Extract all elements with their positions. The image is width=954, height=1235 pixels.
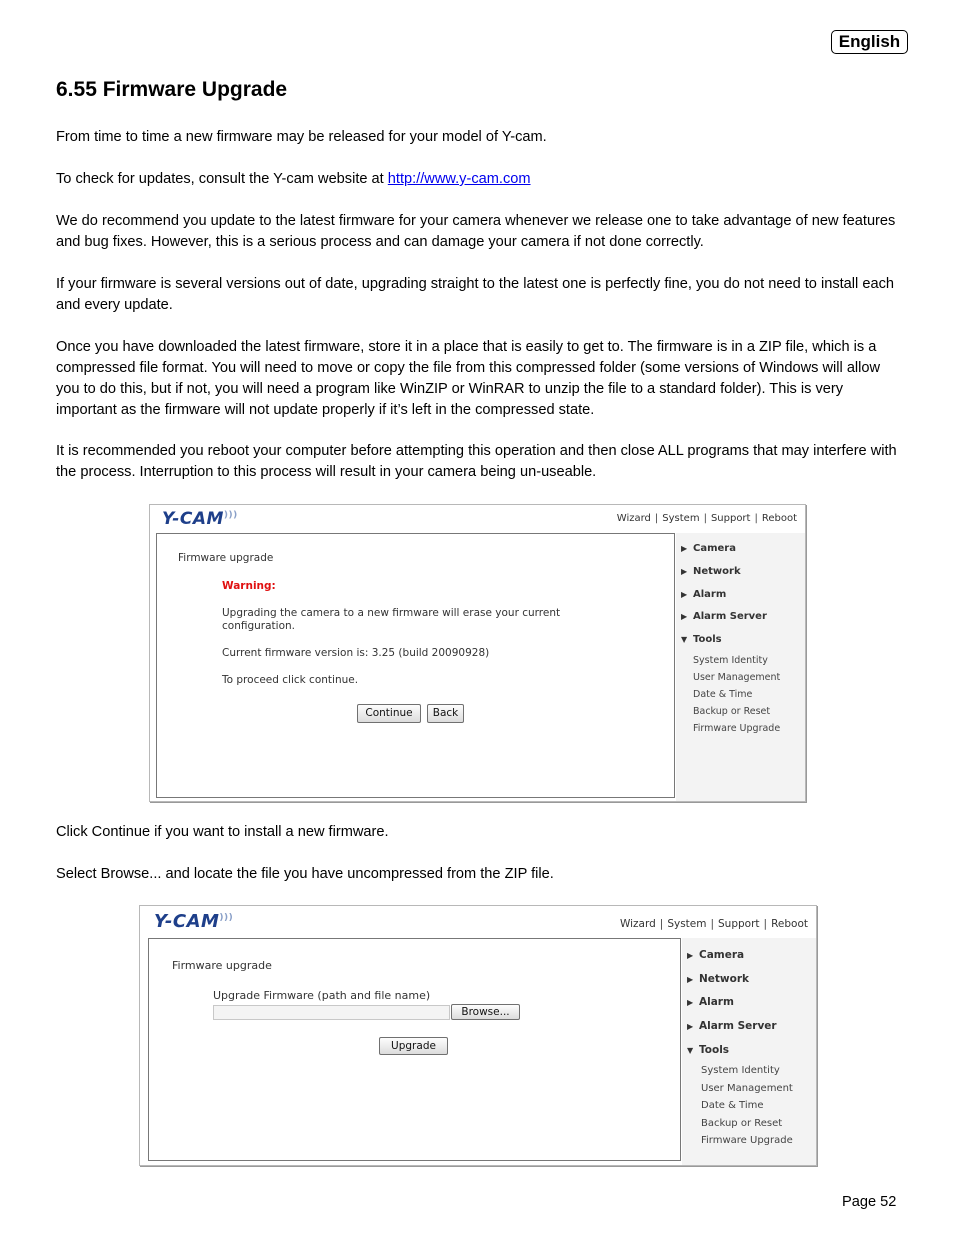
paragraph-select-browse: Select Browse... and locate the file you have uncompressed from the ZIP file.	[56, 866, 554, 882]
ycam-logo: Y-CAM)))	[154, 911, 234, 932]
caret-right-icon: ▶	[687, 951, 694, 960]
warning-text-line2: configuration.	[222, 620, 295, 632]
sidebar-subitem-firmware-upgrade[interactable]: Firmware Upgrade	[693, 723, 781, 734]
page-number: Page 52	[842, 1194, 897, 1210]
paragraph-click-continue: Click Continue if you want to install a new firmware.	[56, 824, 389, 840]
sidebar-subitem-system-identity[interactable]: System Identity	[693, 655, 768, 666]
nav-wizard-link[interactable]: Wizard	[619, 918, 656, 930]
sidebar-item-alarm[interactable]: ▶ Alarm	[687, 996, 734, 1008]
sidebar-subitem-user-management[interactable]: User Management	[701, 1083, 793, 1094]
caret-right-icon: ▶	[687, 975, 694, 984]
nav-support-link[interactable]: Support	[710, 513, 751, 524]
panel-title: Firmware upgrade	[172, 959, 272, 972]
sidebar-item-tools[interactable]: ▼ Tools	[687, 1044, 730, 1056]
upgrade-field-label: Upgrade Firmware (path and file name)	[213, 989, 431, 1002]
sidebar	[682, 938, 816, 1165]
sidebar-item-alarm-server[interactable]: ▶ Alarm Server	[681, 611, 767, 622]
paragraph-check-updates	[56, 169, 901, 190]
sidebar-item-network[interactable]: ▶ Network	[681, 566, 741, 577]
sidebar	[676, 533, 805, 801]
sidebar-subitem-firmware-upgrade[interactable]: Firmware Upgrade	[701, 1135, 793, 1146]
top-nav: Wizard | System | Support | Reboot	[619, 918, 808, 930]
ycam-logo: Y-CAM)))	[162, 509, 238, 529]
sidebar-item-network[interactable]: ▶ Network	[687, 973, 750, 985]
sidebar-subitem-date-time[interactable]: Date & Time	[701, 1100, 764, 1111]
back-button[interactable]: Back	[427, 704, 464, 723]
caret-right-icon: ▶	[681, 567, 688, 576]
section-title: 6.55 Firmware Upgrade	[56, 78, 288, 101]
nav-reboot-link[interactable]: Reboot	[771, 918, 808, 930]
sidebar-subitem-user-management[interactable]: User Management	[693, 672, 781, 683]
paragraph-out-of-date: If your firmware is several versions out of date, upgrading straight to the latest one is perfectly fine, you do not need to install each and every update.	[56, 276, 894, 313]
sidebar-item-camera[interactable]: ▶ Camera	[681, 543, 736, 554]
caret-right-icon: ▶	[687, 998, 694, 1007]
sidebar-subitem-backup-reset[interactable]: Backup or Reset	[701, 1118, 783, 1129]
caret-down-icon: ▼	[681, 635, 688, 644]
firmware-upgrade-screenshot-2	[139, 905, 817, 1166]
firmware-path-input[interactable]	[213, 1005, 450, 1020]
paragraph-intro: From time to time a new firmware may be released for your model of Y-cam.	[56, 129, 547, 145]
caret-right-icon: ▶	[681, 590, 688, 599]
paragraph-reboot: It is recommended you reboot your computer before attempting this operation and then close ALL programs that may interfere with the process. Interruption to this process will result in your camera being un-useable.	[56, 443, 897, 480]
sidebar-subitem-date-time[interactable]: Date & Time	[693, 689, 753, 700]
proceed-text: To proceed click continue.	[222, 674, 359, 686]
caret-right-icon: ▶	[681, 544, 688, 553]
nav-support-link[interactable]: Support	[718, 918, 760, 930]
nav-wizard-link[interactable]: Wizard	[616, 513, 651, 524]
browse-button[interactable]: Browse...	[451, 1004, 520, 1020]
firmware-version-text: Current firmware version is: 3.25 (build 20090928)	[222, 647, 490, 659]
sidebar-item-alarm[interactable]: ▶ Alarm	[681, 589, 727, 600]
caret-right-icon: ▶	[687, 1022, 694, 1031]
top-nav: Wizard | System | Support | Reboot	[616, 513, 797, 524]
sidebar-item-tools[interactable]: ▼ Tools	[681, 634, 722, 645]
language-badge: English	[831, 30, 908, 54]
sidebar-subitem-backup-reset[interactable]: Backup or Reset	[693, 706, 771, 717]
caret-right-icon: ▶	[681, 612, 688, 621]
content-panel	[148, 938, 681, 1161]
warning-text-line1: Upgrading the camera to a new firmware will erase your current	[222, 607, 561, 619]
content-panel	[156, 533, 675, 798]
paragraph-recommend: We do recommend you update to the latest firmware for your camera whenever we release one to take advantage of new features and bug fixes. However, this is a serious process and can damage your camera if not done correctly.	[56, 213, 896, 250]
nav-system-link[interactable]: System	[662, 513, 700, 524]
sidebar-item-camera[interactable]: ▶ Camera	[687, 949, 745, 961]
nav-system-link[interactable]: System	[667, 918, 707, 930]
panel-title: Firmware upgrade	[178, 552, 274, 564]
paragraph-zip-file: Once you have downloaded the latest firmware, store it in a place that is easily to get to. The firmware is in a ZIP file, which is a compressed file format. You will need to move or copy the file from this compressed folder (some versions of Windows will allow you to do this, but if not, you will need a program like WinZIP or WinRAR to unzip the file to a standard folder). This is very important as the firmware will not update properly if it’s left in the compressed state.	[56, 339, 881, 418]
nav-reboot-link[interactable]: Reboot	[761, 513, 797, 524]
warning-label: Warning:	[222, 580, 276, 592]
caret-down-icon: ▼	[687, 1046, 694, 1055]
upgrade-button[interactable]: Upgrade	[379, 1037, 448, 1055]
firmware-upgrade-screenshot-1	[149, 504, 806, 802]
continue-button[interactable]: Continue	[357, 704, 421, 723]
check-updates-text: To check for updates, consult the Y-cam website at	[56, 171, 388, 187]
ycam-website-link[interactable]: http://www.y-cam.com	[387, 171, 531, 187]
sidebar-subitem-system-identity[interactable]: System Identity	[701, 1065, 780, 1076]
sidebar-item-alarm-server[interactable]: ▶ Alarm Server	[687, 1020, 777, 1032]
